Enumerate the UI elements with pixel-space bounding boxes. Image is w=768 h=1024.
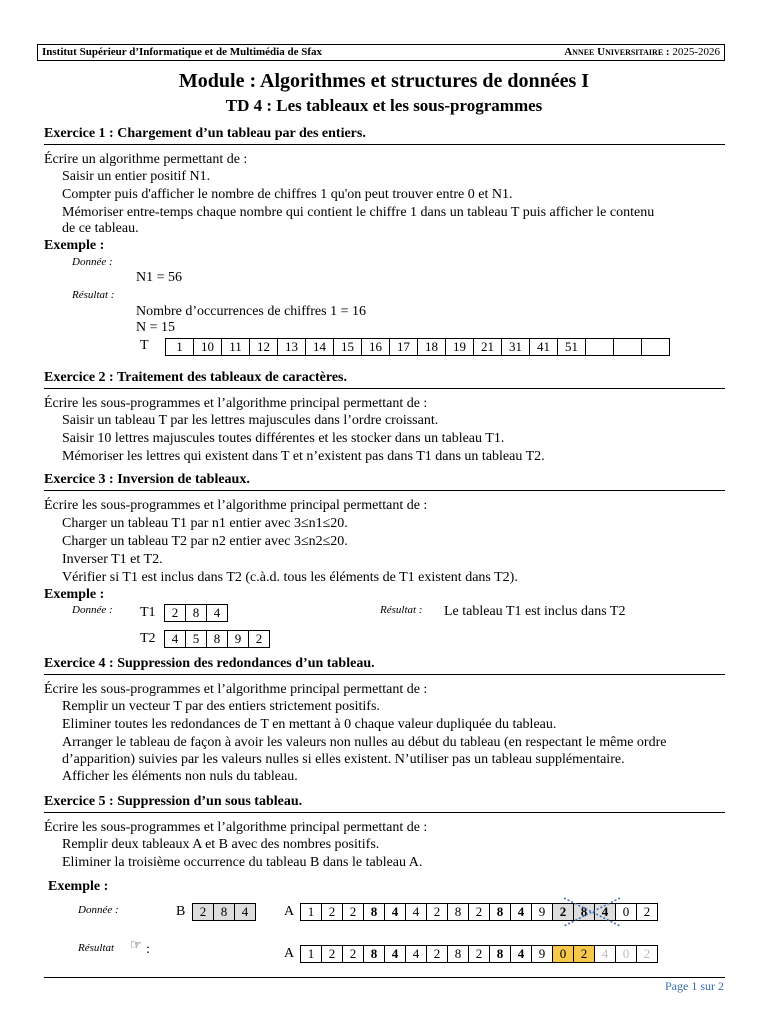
exercise-5-title: Exercice 5 : Suppression d’un sous tableau. — [44, 794, 303, 809]
array-cell: 8 — [186, 605, 207, 622]
academic-year — [564, 46, 720, 58]
cross-mark-icon — [560, 895, 626, 929]
ex5-a-label: A — [284, 904, 295, 919]
ex4-intro: Écrire les sous-programmes et l’algorithme principal permettant de : — [44, 682, 428, 697]
array-cell: 16 — [362, 339, 390, 356]
ex1-example-label: Exemple : — [44, 238, 105, 253]
array-cell: 31 — [502, 339, 530, 356]
ex1-line: de ce tableau. — [62, 221, 139, 236]
array-cell: 15 — [334, 339, 362, 356]
ex1-n: N = 15 — [136, 320, 176, 335]
array-cell: 41 — [530, 339, 558, 356]
ex3-t1-label: T1 — [140, 605, 156, 620]
array-cell: 4 — [511, 904, 532, 921]
ex3-example-label: Exemple : — [44, 587, 105, 602]
array-cell: 4 — [385, 904, 406, 921]
array-cell: 4 — [406, 904, 427, 921]
array-cell: 51 — [558, 339, 586, 356]
array-cell: 4 — [511, 946, 532, 963]
array-cell: 9 — [532, 946, 553, 963]
array-cell: 0 — [553, 946, 574, 963]
array-cell: 8 — [490, 946, 511, 963]
array-cell: 1 — [301, 946, 322, 963]
array-cell: 2 — [322, 946, 343, 963]
module-title: Module : Algorithmes et structures de données I — [178, 70, 590, 92]
array-cell: 19 — [446, 339, 474, 356]
array-cell: 2 — [193, 904, 214, 921]
ex3-intro: Écrire les sous-programmes et l’algorithme principal permettant de : — [44, 498, 428, 513]
divider — [44, 490, 725, 491]
ex3-array-t1 — [164, 604, 228, 622]
array-cell: 2 — [343, 946, 364, 963]
array-cell: 8 — [207, 631, 228, 648]
hand-pointing-icon: ☞ — [130, 937, 142, 952]
ex3-result-text: Le tableau T1 est inclus dans T2 — [444, 604, 626, 619]
array-cell: 10 — [194, 339, 222, 356]
ex5-result-colon: : — [146, 942, 150, 957]
array-cell: 2 — [427, 904, 448, 921]
footer-divider — [44, 977, 725, 978]
array-cell: 12 — [250, 339, 278, 356]
ex4-line: d’apparition) suivies par les valeurs nulles si elles existent. N’utiliser pas un tableau supplémentaire. — [62, 752, 625, 767]
array-cell: 8 — [574, 904, 595, 921]
array-cell: 8 — [448, 946, 469, 963]
array-cell: 2 — [343, 904, 364, 921]
ex4-line: Afficher les éléments non nuls du tableau. — [62, 769, 298, 784]
array-cell: 4 — [595, 946, 616, 963]
array-cell: 14 — [306, 339, 334, 356]
year-label: Annee Universitaire : — [564, 46, 670, 58]
array-cell: 2 — [574, 946, 595, 963]
institution-name: Institut Supérieur d’Informatique et de Multimédia de Sfax — [42, 46, 322, 58]
exercise-3-title: Exercice 3 : Inversion de tableaux. — [44, 472, 250, 487]
array-cell: 8 — [214, 904, 235, 921]
ex1-line: Compter puis d'afficher le nombre de chiffres 1 qu'on peut trouver entre 0 et N1. — [62, 187, 513, 202]
ex1-intro: Écrire un algorithme permettant de : — [44, 152, 248, 167]
ex5-intro: Écrire les sous-programmes et l’algorithme principal permettant de : — [44, 820, 428, 835]
array-cell: 11 — [222, 339, 250, 356]
ex1-t-label: T — [140, 338, 149, 353]
ex1-donnee-label: Donnée : — [72, 256, 113, 268]
ex3-line: Vérifier si T1 est inclus dans T2 (c.à.d. tous les éléments de T1 existent dans T2). — [62, 570, 518, 585]
ex4-line: Arranger le tableau de façon à avoir les valeurs non nulles au début du tableau (en respectant le même ordre — [62, 735, 667, 750]
ex5-a2-label: A — [284, 946, 295, 961]
ex5-donnee-label: Donnée : — [78, 904, 119, 916]
ex5-line: Eliminer la troisième occurrence du tableau B dans le tableau A. — [62, 855, 423, 870]
array-cell: 2 — [469, 946, 490, 963]
ex3-resultat-label: Résultat : — [380, 604, 423, 616]
ex1-array-t — [165, 338, 670, 356]
ex1-line: Mémoriser entre-temps chaque nombre qui contient le chiffre 1 dans un tableau T puis afficher le contenu — [62, 205, 655, 220]
array-cell: 9 — [228, 631, 249, 648]
array-cell — [642, 339, 670, 356]
array-cell: 21 — [474, 339, 502, 356]
array-cell: 2 — [553, 904, 574, 921]
array-cell: 4 — [165, 631, 186, 648]
ex5-resultat-label: Résultat — [78, 942, 115, 954]
array-cell: 17 — [390, 339, 418, 356]
ex3-line: Charger un tableau T2 par n2 entier avec 3≤n2≤20. — [62, 534, 348, 549]
ex2-line: Saisir 10 lettres majuscules toutes différentes et les stocker dans un tableau T1. — [62, 431, 505, 446]
ex5-line: Remplir deux tableaux A et B avec des nombres positifs. — [62, 837, 380, 852]
array-cell: 8 — [364, 904, 385, 921]
array-cell: 8 — [364, 946, 385, 963]
array-cell: 1 — [166, 339, 194, 356]
array-cell: 4 — [406, 946, 427, 963]
ex2-line: Mémoriser les lettres qui existent dans T et n’existent pas dans T1 dans un tableau T2. — [62, 449, 545, 464]
array-cell: 4 — [235, 904, 256, 921]
exercise-4-title: Exercice 4 : Suppression des redondances d’un tableau. — [44, 656, 375, 671]
array-cell: 4 — [207, 605, 228, 622]
array-cell: 8 — [490, 904, 511, 921]
array-cell: 9 — [532, 904, 553, 921]
array-cell: 2 — [637, 946, 658, 963]
ex3-line: Charger un tableau T1 par n1 entier avec 3≤n1≤20. — [62, 516, 348, 531]
ex2-intro: Écrire les sous-programmes et l’algorithme principal permettant de : — [44, 396, 428, 411]
year-value: 2025-2026 — [672, 46, 720, 58]
array-cell: 2 — [322, 904, 343, 921]
divider — [44, 388, 725, 389]
ex4-line: Remplir un vecteur T par des entiers strictement positifs. — [62, 699, 380, 714]
ex1-resultat-label: Résultat : — [72, 289, 115, 301]
array-cell: 2 — [637, 904, 658, 921]
array-cell: 13 — [278, 339, 306, 356]
ex1-occurrences: Nombre d’occurrences de chiffres 1 = 16 — [136, 304, 366, 319]
divider — [44, 144, 725, 145]
array-cell: 2 — [469, 904, 490, 921]
ex3-line: Inverser T1 et T2. — [62, 552, 163, 567]
divider — [44, 674, 725, 675]
ex5-b-label: B — [176, 904, 186, 919]
ex1-n1: N1 = 56 — [136, 270, 183, 285]
ex1-line: Saisir un entier positif N1. — [62, 169, 211, 184]
array-cell: 18 — [418, 339, 446, 356]
page-number: Page 1 sur 2 — [665, 979, 724, 993]
ex3-array-t2 — [164, 630, 270, 648]
ex3-t2-label: T2 — [140, 631, 156, 646]
array-cell: 0 — [616, 904, 637, 921]
array-cell: 4 — [595, 904, 616, 921]
ex5-example-label: Exemple : — [48, 879, 109, 894]
td-title: TD 4 : Les tableaux et les sous-programmes — [225, 96, 543, 115]
array-cell: 2 — [165, 605, 186, 622]
ex5-array-a-result — [300, 945, 658, 963]
ex5-array-b — [192, 903, 256, 921]
array-cell: 1 — [301, 904, 322, 921]
array-cell: 4 — [385, 946, 406, 963]
array-cell: 0 — [616, 946, 637, 963]
array-cell: 5 — [186, 631, 207, 648]
exercise-1-title: Exercice 1 : Chargement d’un tableau par des entiers. — [44, 126, 366, 141]
divider — [44, 812, 725, 813]
ex4-line: Eliminer toutes les redondances de T en mettant à 0 chaque valeur dupliquée du tableau. — [62, 717, 557, 732]
exercise-2-title: Exercice 2 : Traitement des tableaux de caractères. — [44, 370, 347, 385]
array-cell: 8 — [448, 904, 469, 921]
ex2-line: Saisir un tableau T par les lettres majuscules dans l’ordre croissant. — [62, 413, 439, 428]
ex3-donnee-label: Donnée : — [72, 604, 113, 616]
array-cell — [614, 339, 642, 356]
array-cell: 2 — [249, 631, 270, 648]
array-cell: 2 — [427, 946, 448, 963]
array-cell — [586, 339, 614, 356]
